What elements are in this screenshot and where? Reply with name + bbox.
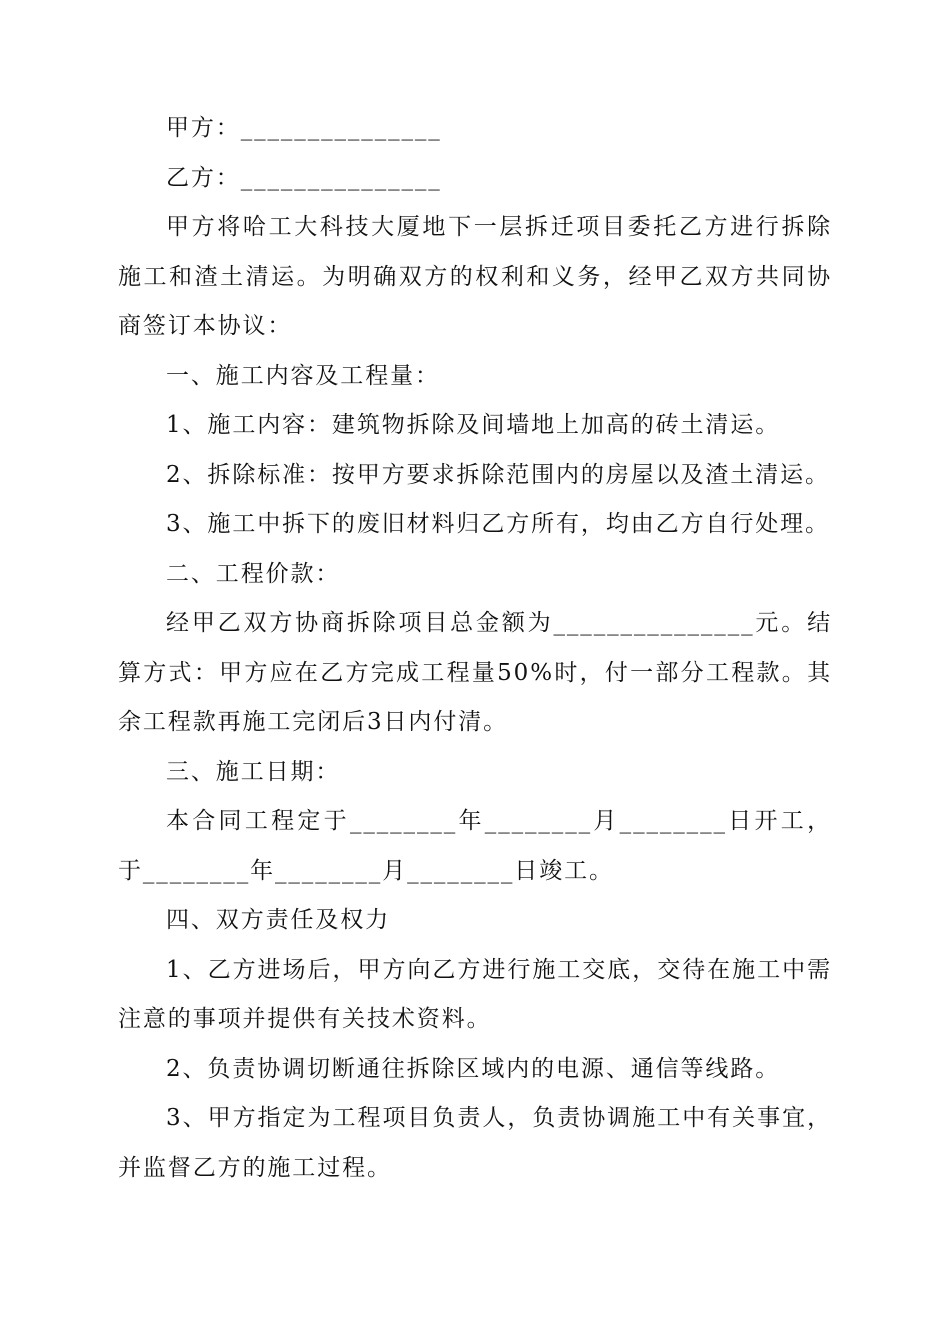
section-heading-2: 二、工程价款： [166, 560, 341, 587]
clause-1-3: 3、施工中拆下的废旧材料归乙方所有，均由乙方自行处理。 [166, 511, 830, 537]
section-heading-1: 一、施工内容及工程量： [166, 362, 440, 389]
price-paragraph: 经甲乙双方协商拆除项目总金额为_______________元。结算方式：甲方应在乙方完成工程量50%时，付一部分工程款。其余工程款再施工完闭后3日内付清。 [118, 610, 832, 735]
document-body [118, 104, 832, 1193]
clause-4-2: 2、负责协调切断通往拆除区域内的电源、通信等线路。 [166, 1055, 781, 1082]
intro-paragraph: 甲方将哈工大科技大厦地下一层拆迁项目委托乙方进行拆除施工和渣土清运。为明确双方的权利和义务，经甲乙双方共同协商签订本协议： [118, 214, 832, 339]
party-b-line: 乙方：_______________ [166, 164, 442, 191]
clause-1-1: 1、施工内容：建筑物拆除及间墙地上加高的砖土清运。 [166, 412, 781, 438]
schedule-paragraph: 本合同工程定于________年________月________日开工，于________年________月________日竣工。 [118, 808, 832, 884]
clause-4-1: 1、乙方进场后，甲方向乙方进行施工交底，交待在施工中需注意的事项并提供有关技术资料。 [118, 956, 832, 1032]
clause-1-2: 2、拆除标准：按甲方要求拆除范围内的房屋以及渣土清运。 [166, 461, 830, 488]
section-heading-4: 四、双方责任及权力 [166, 907, 391, 933]
clause-4-3: 3、甲方指定为工程项目负责人，负责协调施工中有关事宜，并监督乙方的施工过程。 [118, 1105, 832, 1181]
party-a-line: 甲方：_______________ [166, 115, 442, 141]
section-heading-3: 三、施工日期： [166, 758, 341, 785]
